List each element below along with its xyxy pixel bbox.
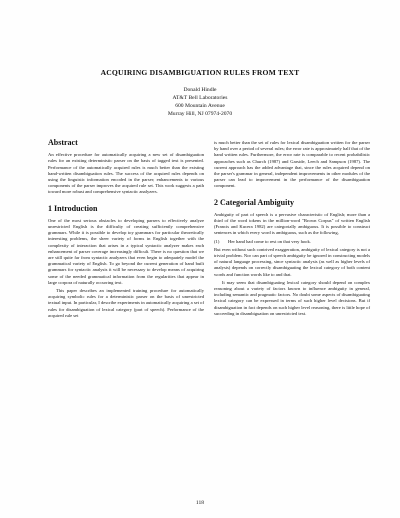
author-street: 600 Mountain Avenue <box>175 103 225 109</box>
section-2-paragraph-2: But even without such contrived exaggeration, ambiguity of lexical category is not a trivial problem. Nor can part of speech ambiguity be ignored in constructing models of natural language processing, since syntactic analysis (as well as higher levels of analysis) depends on correctly disambiguating the lexical category of both content words and function words like to and that. <box>214 246 370 277</box>
author-block <box>0 86 400 118</box>
intro-heading: 1 Introduction <box>48 203 98 213</box>
section-2-paragraph-3: It may seem that disambiguating lexical category should depend on complex reasoning about a variety of factors known to influence ambiguity in general, including semantic and pragmatic factors. No doubt some aspects of disambiguating lexical category can be expressed in terms of such higher level decisions. But if disambiguation in fact depends on such higher level reasoning, there is little hope of succeeding in disambiguation on unrestricted text. <box>214 279 370 316</box>
example-1 <box>214 239 370 245</box>
right-continuation: is much better than the set of rules for lexical disambiguation written for the parser by hand over a period of several rules; the error rate is approximately half that of the hand written rules. Furthermore, the error rate is comparable to recent probabilistic approaches such as Church (1987) and Garside, Leech and Sampson (1987). The current approach has the added advantage that, since the rules acquired depend on the parser's grammar in general, independent improvements in other modules of the parser can lead to improvement in the performance of the disambiguation component. <box>214 140 370 189</box>
section-2-paragraph-1: Ambiguity of part of speech is a pervasive characteristic of English; more than a third of the word tokens in the million-word "Brown Corpus" of written English (Francis and Kucera 1982) are categorially ambiguous. It is possible to construct sentences in which every word is ambiguous, such as the following, <box>214 211 370 236</box>
intro-paragraph-2: This paper describes an implemented training procedure for automatically acquiring symbolic rules for a deterministic parser on the basis of unrestricted textual input. In particular, I describe experiments in automatically acquiring a set of rules for disambiguation of lexical category (part of speech). Performance of the acquired rule set <box>48 288 204 318</box>
author-city: Murray Hill, NJ 07974-2070 <box>167 111 233 117</box>
intro-paragraph-1: One of the most serious obstacles to developing parsers to effectively analyze unrestricted English is the difficulty of creating sufficiently comprehensive grammars. While it is possible to develop toy grammars for particular theoretically interesting problems, the sheer variety of forms in English together with the complexity of interaction that arises in a typical syntactic analyzer makes each enhancement of parser coverage increasingly difficult. There is no question that we are still quite far from syntactic analyzers that even begin to adequately model the grammatical variety of English. To go beyond the current generation of hand built grammars for syntactic analysis it will be necessary to develop means of acquiring some of the needed grammatical information from the regularities that appear in large corpora of naturally occurring text. <box>48 217 204 285</box>
author-name: Donald Hindle <box>183 87 217 93</box>
example-text: Her hand had come to rest on that very hook. <box>228 238 311 244</box>
left-column <box>48 140 204 319</box>
author-affiliation: AT&T Bell Laboratories <box>172 95 228 101</box>
example-number: (1) <box>214 238 220 244</box>
abstract-heading: Abstract <box>48 138 78 147</box>
paper-title: ACQUIRING DISAMBIGUATION RULES FROM TEXT <box>100 68 300 77</box>
abstract-text: An effective procedure for automatically acquiring a new set of disambiguation rules for an existing deterministic parser on the basis of tagged text is presented. Performance of the automatically acquired rules is much better than the existing hand-written disambiguation rules. The success of the acquired rules depends on using the linguistic information encoded in the parser; enhancements to various components of the parser improves the acquired rule set. This work suggests a path toward more robust and comprehensive syntactic analyzers. <box>48 152 204 195</box>
page-number: 118 <box>195 500 205 506</box>
section-2-heading: 2 Categorial Ambiguity <box>214 197 294 207</box>
right-column <box>214 140 370 317</box>
